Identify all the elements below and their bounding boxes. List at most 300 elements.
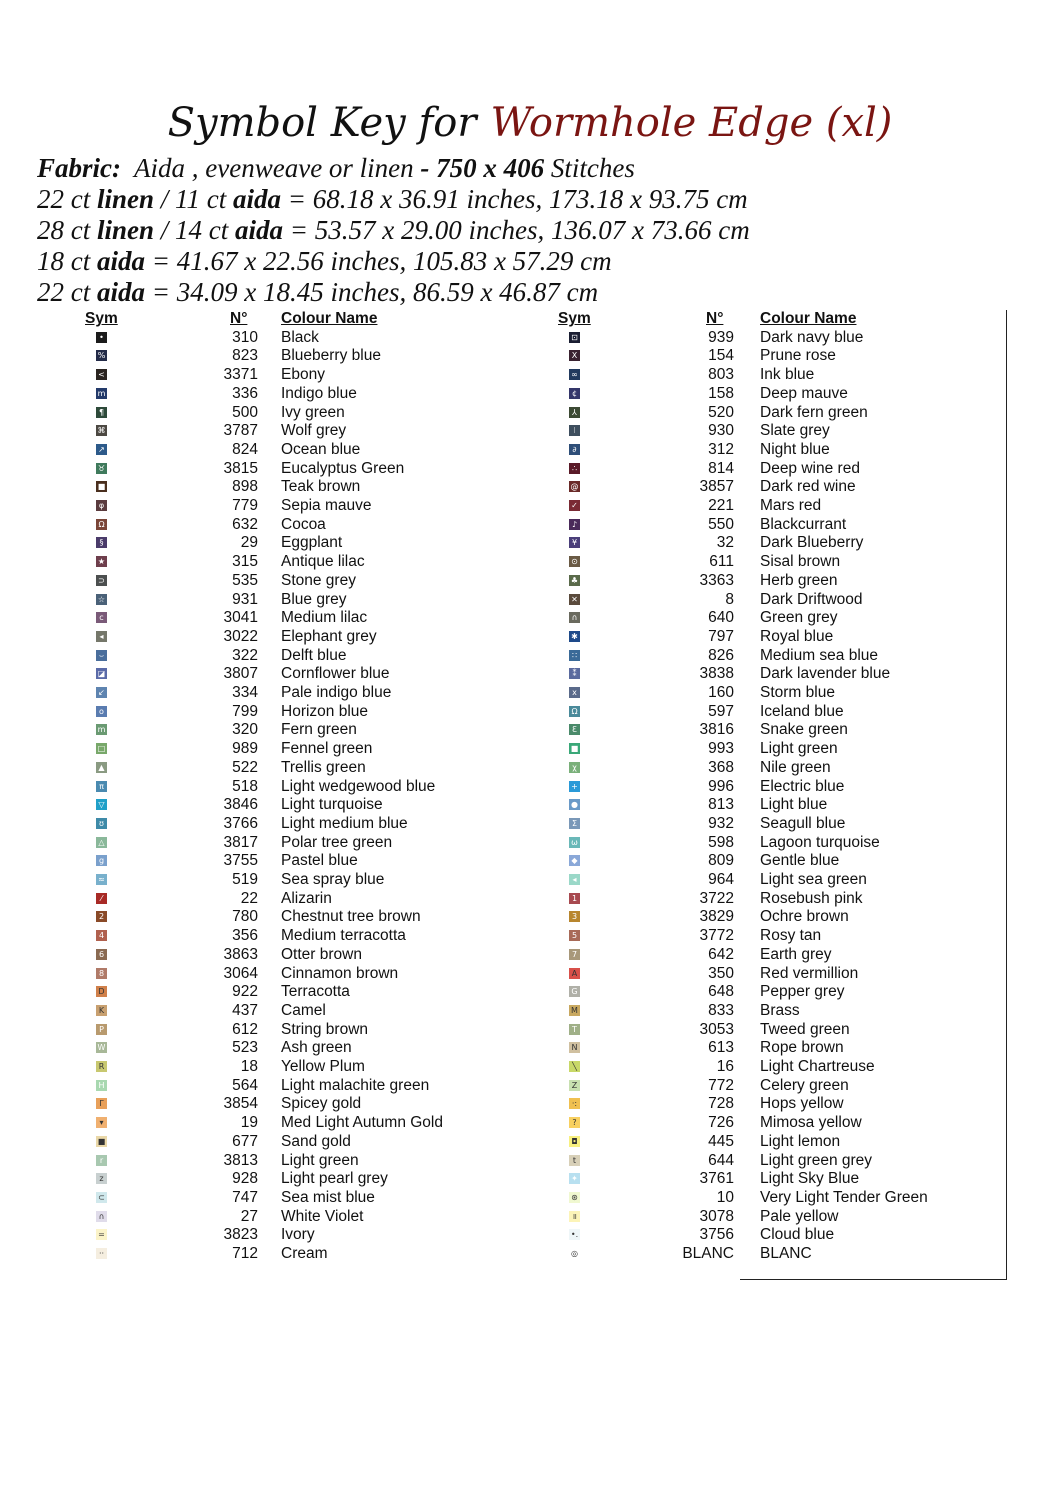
key-row: [0, 945, 832, 965]
colour-name: String brown: [281, 1020, 369, 1038]
spec-text: / 11 ct: [160, 184, 227, 214]
colour-name: Ebony: [281, 366, 325, 384]
symbol-swatch: ⁄: [96, 893, 107, 904]
floss-number: 3807: [223, 665, 258, 683]
symbol-swatch: A: [569, 968, 580, 979]
header-number: N°: [706, 310, 724, 327]
floss-number: 356: [232, 927, 258, 945]
spec-line-fabric: [37, 153, 750, 184]
floss-number: 939: [708, 328, 734, 346]
floss-number: 518: [232, 777, 258, 795]
colour-name: Earth grey: [760, 945, 832, 963]
symbol-swatch: ⊂: [96, 1192, 107, 1203]
symbol-swatch: ⊡: [569, 332, 580, 343]
colour-name: Light blue: [760, 796, 828, 814]
symbol-swatch: m: [97, 725, 106, 735]
colour-name: Terracotta: [281, 983, 350, 1001]
floss-number: 3041: [223, 609, 258, 627]
colour-name: Medium sea blue: [760, 646, 879, 664]
key-row: [0, 328, 864, 348]
floss-number: 32: [716, 534, 734, 552]
key-row: [0, 889, 863, 909]
floss-number: 312: [708, 440, 734, 458]
symbol-swatch: @: [570, 482, 579, 492]
colour-name: Mars red: [760, 497, 822, 514]
floss-number: 931: [232, 590, 258, 608]
colour-name: Sisal brown: [760, 553, 841, 571]
colour-name: Horizon blue: [281, 702, 369, 720]
colour-name: Light malachite green: [281, 1076, 430, 1094]
colour-name: Eucalyptus Green: [281, 459, 405, 477]
symbol-swatch: Γ: [96, 1098, 107, 1109]
floss-number: 780: [232, 908, 258, 926]
floss-number: 814: [708, 459, 734, 477]
floss-number: 640: [708, 609, 734, 627]
colour-name: Cloud blue: [760, 1226, 835, 1244]
symbol-swatch: ∴: [569, 463, 580, 474]
symbol-swatch: K: [96, 1005, 107, 1016]
floss-number: 632: [232, 515, 258, 533]
floss-number: 160: [708, 684, 734, 701]
colour-name: Rosebush pink: [760, 889, 863, 907]
floss-number: 898: [232, 478, 258, 496]
key-row: [0, 702, 844, 722]
colour-name: Pale indigo blue: [281, 684, 392, 701]
symbol-swatch: H: [96, 1080, 107, 1091]
floss-number: 922: [232, 983, 258, 1001]
symbol-swatch: △: [96, 837, 107, 848]
floss-number: 3755: [223, 852, 258, 870]
key-row: [0, 814, 846, 834]
symbol-swatch: ⌘: [97, 426, 106, 436]
symbol-swatch: 4: [96, 930, 107, 941]
floss-number: 350: [708, 964, 734, 982]
colour-name: Seagull blue: [760, 814, 846, 832]
fabric-types: Aida , evenweave or linen: [134, 153, 414, 183]
colour-name: Light wedgewood blue: [281, 777, 436, 795]
colour-name: Pepper grey: [760, 983, 845, 1001]
symbol-swatch: ■: [97, 482, 106, 492]
symbol-swatch: ●: [569, 799, 580, 810]
colour-name: Blue grey: [281, 590, 347, 608]
colour-name: Light sea green: [760, 871, 867, 888]
floss-number: 16: [716, 1058, 734, 1075]
key-row: [0, 609, 838, 628]
colour-name: Rope brown: [760, 1039, 844, 1057]
colour-name: Snake green: [760, 721, 848, 739]
colour-name: Ivory: [281, 1226, 315, 1244]
floss-number: 3857: [699, 478, 734, 496]
key-row: [0, 852, 840, 871]
colour-name: Blackcurrant: [760, 515, 847, 533]
key-row: [0, 459, 860, 479]
symbol-swatch: ↙: [96, 687, 107, 698]
colour-name: Ochre brown: [760, 908, 849, 926]
floss-number: 3823: [223, 1226, 258, 1244]
symbol-swatch: ✕: [569, 594, 580, 605]
floss-number: 3816: [699, 721, 734, 739]
floss-number: 677: [232, 1132, 258, 1150]
symbol-swatch: 3: [569, 911, 580, 922]
floss-number: 158: [708, 384, 734, 402]
floss-number: 27: [240, 1207, 258, 1225]
key-row: [0, 777, 845, 797]
spec-text: 22 ct: [37, 184, 91, 214]
symbol-swatch: ▾: [96, 1117, 107, 1128]
spec-text: = 53.57 x 29.00 inches, 136.07 x 73.66 cm: [289, 215, 750, 245]
symbol-swatch: ॥: [569, 1211, 580, 1222]
key-row: [0, 478, 856, 497]
symbol-swatch: 2: [96, 911, 107, 922]
key-row: [0, 422, 830, 441]
floss-number: 3772: [699, 927, 734, 945]
symbol-swatch: o: [96, 706, 107, 717]
pattern-name: Wormhole Edge (xl): [490, 100, 893, 146]
key-row: [0, 515, 847, 535]
spec-line-2: [37, 184, 750, 215]
colour-name: Dark lavender blue: [760, 665, 891, 683]
colour-name: Rosy tan: [760, 927, 822, 945]
symbol-swatch: ⁝: [569, 425, 580, 436]
colour-name: Pastel blue: [281, 852, 358, 870]
floss-number: 964: [708, 871, 734, 888]
symbol-swatch: c: [96, 612, 107, 623]
colour-name: Light lemon: [760, 1132, 841, 1150]
key-row: [0, 833, 880, 853]
symbol-swatch: ✦: [569, 1173, 580, 1184]
symbol-swatch: N: [569, 1042, 580, 1053]
spec-line-3: [37, 215, 750, 246]
symbol-swatch: ∷: [569, 650, 580, 661]
floss-number: 597: [708, 702, 734, 720]
floss-number: 523: [232, 1039, 258, 1057]
colour-name: Mimosa yellow: [760, 1114, 862, 1132]
colour-name: Med Light Autumn Gold: [281, 1114, 443, 1132]
colour-name: Eggplant: [281, 534, 343, 552]
symbol-swatch: P: [96, 1024, 107, 1035]
symbol-swatch: 6: [96, 949, 107, 960]
colour-name: Teak brown: [281, 478, 361, 496]
floss-number: 642: [708, 945, 734, 963]
floss-number: 500: [232, 403, 258, 421]
symbol-swatch: ⅄: [569, 407, 580, 418]
floss-number: 3722: [699, 889, 734, 907]
colour-name: Ocean blue: [281, 440, 361, 458]
floss-number: 598: [708, 833, 734, 851]
symbol-swatch: ∩: [569, 612, 580, 623]
symbol-swatch: Ω: [96, 519, 107, 530]
colour-name: Light green: [281, 1151, 359, 1169]
colour-name: Alizarin: [281, 889, 332, 907]
spec-text: = 68.18 x 36.91 inches, 173.18 x 93.75 cm: [287, 184, 748, 214]
colour-name: Black: [281, 328, 319, 346]
colour-name: Storm blue: [760, 684, 835, 701]
colour-name: Herb green: [760, 571, 838, 589]
stitch-count: 750 x 406: [436, 153, 545, 183]
floss-number: 3838: [699, 665, 734, 683]
key-row: [0, 1114, 862, 1133]
fabric-spec: [37, 153, 750, 308]
colour-name: Cocoa: [281, 515, 326, 533]
key-row: [0, 1020, 850, 1040]
floss-number: 18: [240, 1058, 258, 1075]
floss-number: 928: [232, 1170, 258, 1188]
key-row: [0, 758, 831, 778]
floss-number: 826: [708, 646, 734, 664]
symbol-swatch: %: [97, 351, 106, 361]
key-row: [0, 1170, 860, 1189]
spec-bold: aida: [233, 184, 282, 214]
key-row: [0, 927, 822, 946]
floss-number: 779: [232, 497, 258, 514]
key-row: [0, 1001, 800, 1021]
symbol-swatch: m: [97, 388, 106, 398]
header-number: N°: [230, 310, 248, 327]
colour-name: BLANC: [760, 1245, 812, 1262]
key-row: [0, 627, 834, 647]
symbol-swatch: ■: [570, 744, 579, 754]
colour-name: Lagoon turquoise: [760, 833, 880, 851]
key-row: [0, 1076, 849, 1096]
floss-number: 19: [240, 1114, 258, 1132]
symbol-swatch: 5: [569, 930, 580, 941]
key-row: [0, 871, 867, 890]
colour-name: Wolf grey: [281, 422, 347, 440]
colour-name: Light pearl grey: [281, 1170, 388, 1188]
floss-number: 3756: [699, 1226, 734, 1244]
floss-number: 437: [232, 1001, 258, 1019]
floss-number: 648: [708, 983, 734, 1001]
bottom-border: [740, 1279, 1007, 1280]
symbol-swatch: ▲: [96, 762, 107, 773]
colour-name: Fern green: [281, 721, 357, 739]
symbol-swatch: 1: [569, 893, 580, 904]
colour-name: Electric blue: [760, 777, 845, 795]
floss-number: 154: [708, 347, 734, 365]
symbol-swatch: ◪: [97, 669, 106, 679]
key-row: [0, 1207, 839, 1227]
floss-number: 3064: [223, 964, 258, 982]
floss-number: 445: [708, 1132, 734, 1150]
table-header: [0, 310, 857, 329]
colour-name: Antique lilac: [281, 553, 365, 571]
floss-number: 3022: [223, 627, 258, 645]
colour-name: Iceland blue: [760, 702, 844, 720]
spec-bold: linen: [97, 184, 155, 214]
key-row: [0, 534, 864, 553]
floss-number: 823: [232, 347, 258, 365]
symbol-swatch: ▽: [96, 799, 107, 810]
symbol-swatch: W: [97, 1043, 106, 1053]
floss-number: 799: [232, 702, 258, 720]
floss-number: 824: [232, 440, 258, 458]
floss-number: 3813: [223, 1151, 258, 1169]
colour-name: Yellow Plum: [281, 1058, 365, 1075]
colour-name: Dark Driftwood: [760, 590, 863, 608]
symbol-swatch: ⁑: [569, 668, 580, 679]
key-row: [0, 1188, 928, 1208]
colour-name: Cornflower blue: [281, 665, 390, 683]
symbol-swatch: ·:: [569, 1098, 580, 1109]
colour-name: Spicey gold: [281, 1095, 362, 1113]
symbol-swatch: ◎: [569, 1248, 580, 1259]
symbol-swatch: ✱: [569, 631, 580, 642]
colour-name: Deep wine red: [760, 459, 860, 477]
symbol-swatch: ♉: [97, 463, 106, 473]
colour-name: Sand gold: [281, 1132, 351, 1150]
symbol-swatch: z: [96, 1173, 107, 1184]
symbol-swatch: ?: [569, 1117, 580, 1128]
key-row: [0, 964, 859, 984]
symbol-swatch: X: [569, 350, 580, 361]
symbol-swatch: ♪: [569, 519, 580, 530]
colour-name: Very Light Tender Green: [760, 1188, 928, 1206]
symbol-swatch: t: [569, 1155, 580, 1166]
colour-name: Trellis green: [281, 758, 366, 776]
colour-name: Sea mist blue: [281, 1188, 375, 1206]
symbol-swatch: ⌣: [96, 650, 107, 661]
symbol-swatch: ω: [569, 837, 580, 848]
floss-number: 728: [708, 1095, 734, 1113]
colour-name: White Violet: [281, 1207, 364, 1225]
colour-name: Nile green: [760, 758, 831, 776]
colour-name: Light turquoise: [281, 796, 383, 814]
key-row: [0, 796, 828, 815]
floss-number: 712: [232, 1245, 258, 1262]
symbol-swatch: ··: [96, 1248, 107, 1259]
floss-number: 3766: [223, 814, 258, 832]
colour-name: Camel: [281, 1001, 326, 1019]
floss-number: 22: [240, 889, 258, 907]
floss-number: 3363: [699, 571, 734, 589]
colour-name: Fennel green: [281, 740, 373, 758]
symbol-swatch: ◂: [96, 631, 107, 642]
symbol-swatch: ∞: [569, 369, 580, 380]
symbol-swatch: 8: [96, 968, 107, 979]
colour-name: Dark navy blue: [760, 328, 864, 346]
colour-name: Chestnut tree brown: [281, 908, 421, 926]
key-row: [0, 721, 848, 740]
spec-text: 18 ct: [37, 246, 91, 276]
key-row: [0, 1245, 812, 1264]
colour-name: Medium terracotta: [281, 927, 406, 945]
symbol-swatch: ■: [97, 1136, 106, 1146]
spec-line-4: [37, 246, 750, 277]
colour-name: Dark red wine: [760, 478, 856, 496]
key-row: [0, 497, 822, 516]
symbol-swatch: =: [96, 1229, 107, 1240]
floss-number: 772: [708, 1076, 734, 1094]
symbol-swatch: r: [96, 1155, 107, 1166]
floss-number: 221: [708, 497, 734, 514]
floss-number: 368: [708, 758, 734, 776]
header-sym: Sym: [85, 310, 118, 327]
floss-number: 8: [725, 590, 734, 608]
floss-number: 989: [232, 740, 258, 758]
symbol-swatch: ★: [97, 557, 106, 567]
floss-number: 930: [708, 422, 734, 440]
spec-bold: aida: [97, 277, 146, 307]
key-row: [0, 1095, 844, 1114]
symbol-swatch: ♣: [570, 575, 579, 585]
colour-name: Celery green: [760, 1076, 849, 1094]
key-row: [0, 983, 845, 1002]
symbol-swatch: ∩: [96, 1211, 107, 1222]
floss-number: 3053: [699, 1020, 734, 1038]
floss-number: 3371: [223, 366, 258, 384]
symbol-swatch: §: [96, 537, 107, 548]
symbol-swatch: T: [569, 1024, 580, 1035]
colour-name: Ash green: [281, 1039, 352, 1057]
floss-number: 315: [232, 553, 258, 571]
colour-name: Cream: [281, 1245, 328, 1262]
colour-name: Otter brown: [281, 945, 362, 963]
floss-number: 613: [708, 1039, 734, 1057]
symbol-swatch: G: [569, 986, 580, 997]
colour-name: Deep mauve: [760, 384, 848, 402]
colour-name: Medium lilac: [281, 609, 368, 627]
symbol-swatch: g: [96, 855, 107, 866]
spec-text: 22 ct: [37, 277, 91, 307]
symbol-swatch: ⊃: [96, 575, 107, 586]
symbol-swatch: Z: [569, 1080, 580, 1091]
colour-name: Elephant grey: [281, 627, 377, 645]
floss-number: 10: [716, 1188, 734, 1206]
symbol-swatch: •: [96, 332, 107, 343]
spec-text: / 14 ct: [160, 215, 229, 245]
floss-number: 310: [232, 328, 258, 346]
colour-name: Light green: [760, 740, 838, 758]
symbol-swatch: +: [569, 781, 580, 792]
floss-number: 932: [708, 814, 734, 832]
key-row: [0, 1039, 844, 1058]
colour-name: Brass: [760, 1001, 800, 1019]
colour-name: Slate grey: [760, 422, 830, 440]
fabric-label: Fabric:: [37, 153, 121, 183]
colour-name: Gentle blue: [760, 852, 840, 870]
symbol-swatch: χ: [569, 762, 580, 773]
colour-name: Blueberry blue: [281, 347, 381, 365]
symbol-swatch: <: [96, 369, 107, 380]
floss-number: 644: [708, 1151, 734, 1169]
floss-number: 3078: [699, 1207, 734, 1225]
colour-name: Dark fern green: [760, 403, 868, 421]
colour-name: Light green grey: [760, 1151, 873, 1169]
symbol-swatch: ✓: [569, 500, 580, 511]
key-row: [0, 1132, 841, 1152]
symbol-swatch: ⊙: [569, 556, 580, 567]
right-border: [1006, 310, 1007, 1280]
key-row: [0, 646, 879, 666]
symbol-swatch: x: [569, 687, 580, 698]
floss-number: 747: [232, 1188, 258, 1206]
floss-number: 336: [232, 384, 258, 402]
symbol-swatch: ☆: [97, 594, 106, 604]
page-title: [0, 100, 1060, 146]
colour-name: Sea spray blue: [281, 871, 385, 888]
floss-number: 334: [232, 684, 258, 701]
symbol-swatch: ≈: [96, 874, 107, 885]
key-row: [0, 740, 838, 759]
colour-name: Polar tree green: [281, 833, 393, 851]
key-row: [0, 1058, 875, 1077]
floss-number: 726: [708, 1114, 734, 1132]
floss-number: 813: [708, 796, 734, 814]
floss-number: 797: [708, 627, 734, 645]
colour-name: Light Chartreuse: [760, 1058, 875, 1075]
symbol-swatch: ◘: [569, 1136, 580, 1147]
symbol-swatch: ◆: [569, 855, 580, 866]
